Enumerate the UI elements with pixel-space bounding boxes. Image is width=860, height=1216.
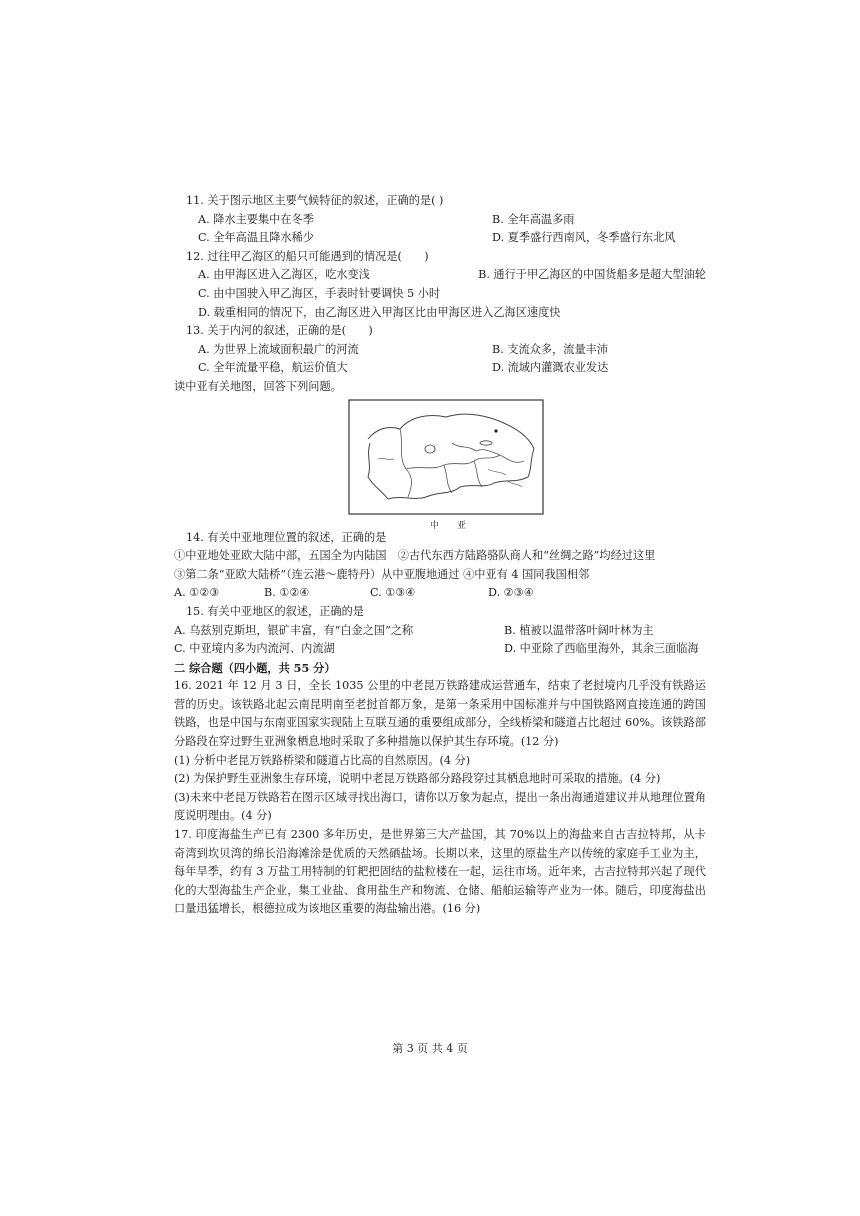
q11-option-a: A. 降水主要集中在冬季 <box>198 212 314 226</box>
q11-options-row2 <box>186 229 706 248</box>
q15-option-b: B. 植被以温带落叶阔叶林为主 <box>504 623 654 637</box>
q15-option-d: D. 中亚除了西临里海外，其余三面临海 <box>504 642 699 656</box>
q11-option-c: C. 全年高温且降水稀少 <box>198 231 314 245</box>
q12-options-row1 <box>186 266 706 285</box>
page-footer: 第 3 页 共 4 页 <box>392 1042 468 1055</box>
q11-options-row1 <box>186 211 706 230</box>
central-asia-map <box>186 397 706 529</box>
q13-option-a: A. 为世界上流域面积最广的河流 <box>198 342 359 356</box>
exam-content <box>174 192 706 919</box>
q16-part-1: (1) 分析中老昆万铁路桥梁和隧道占比高的自然原因。(4 分) <box>174 753 471 767</box>
q12-option-d: D. 载重相同的情况下，由乙海区进入甲海区比由甲海区进入乙海区速度快 <box>198 305 561 319</box>
q15-option-c: C. 中亚境内多为内流河、内流湖 <box>174 642 335 656</box>
q12-option-b: B. 通行于甲乙海区的中国货船多是超大型油轮 <box>478 268 706 282</box>
q14-option-c: C. ①③④ <box>370 586 416 600</box>
q11-option-b: B. 全年高温多雨 <box>492 212 575 226</box>
q11-stem: 11. 关于图示地区主要气候特征的叙述，正确的是( ) <box>186 194 444 207</box>
q14-option-d: D. ②③④ <box>488 586 534 600</box>
central-asia-map-drawing <box>348 399 544 529</box>
map-intro: 读中亚有关地图，回答下列问题。 <box>174 379 342 393</box>
q12-option-c: C. 由中国驶入甲乙海区，手表时针要调快 5 小时 <box>198 286 441 300</box>
q15-stem: 15. 有关中亚地区的叙述，正确的是 <box>186 604 364 618</box>
section-2-heading: 二 综合题（四小题，共 55 分） <box>174 660 336 675</box>
q12-stem: 12. 过往甲乙海区的船只可能遇到的情况是( ) <box>186 249 429 263</box>
q13-option-c: C. 全年流量平稳，航运价值大 <box>198 361 348 375</box>
q16-text: 16. 2021 年 12 月 3 日，全长 1035 公里的中老昆万铁路建成运营通车，结束了老挝境内几乎没有铁路运营的历史。该铁路北起云南昆明南至老挝首都万象，是第一条采用中国标准并与中国铁路网直接连通的跨国铁路，也是中国与东南亚国家实现陆上互联互通的重要组成部分，全线桥梁和隧道占比超过 60%。该铁路部分路段在穿过野生亚洲象栖息地时采取了多种措施以保护其生存环境。(12 分) <box>174 679 706 749</box>
q15-options-row2 <box>174 640 706 659</box>
q13-options-row2 <box>186 359 706 378</box>
q14-options <box>174 584 706 603</box>
map-caption: 中 亚 <box>430 520 467 531</box>
q16-part-2: (2) 为保护野生亚洲象生存环境，说明中老昆万铁路部分路段穿过其栖息地时可采取的措施。(4 分) <box>174 772 661 786</box>
q15-options-row1 <box>174 622 706 641</box>
q16-part-3: (3)未来中老昆万铁路若在图示区域寻找出海口，请你以万象为起点，提出一条出海通道建议并从地理位置角度说明理由。(4 分) <box>174 790 706 823</box>
q17-text: 17. 印度海盐生产已有 2300 多年历史，是世界第三大产盐国，其 70%以上的海盐来自古吉拉特邦，从卡奇湾到坎贝湾的绵长沿海滩涂是优质的天然硒盐场。长期以来，这里的原盐生产以传统的家庭手工业为主，每年旱季，约有 3 万盐工用特制的钉耙把固结的盐粒楼在一起，运往市场。近年来，古吉拉特邦兴起了现代化的大型海盐生产企业，集工业盐、食用盐生产和物流、仓储、船舶运输等产业为一体。随后，印度海盐出口量迅猛增长，根德拉成为该地区重要的海盐输出港。(16 分) <box>174 828 706 916</box>
q12-option-a: A. 由甲海区进入乙海区，吃水变浅 <box>198 268 370 282</box>
q13-option-b: B. 支流众多，流量丰沛 <box>492 342 609 356</box>
q14-stem: 14. 有关中亚地理位置的叙述，正确的是 <box>186 530 387 544</box>
q11-option-d: D. 夏季盛行西南风，冬季盛行东北风 <box>492 231 676 245</box>
q14-statement-1: ①中亚地处亚欧大陆中部，五国全为内陆国 ②古代东西方陆路骆队商人和“丝绸之路”均经过这里 <box>174 549 656 563</box>
q13-option-d: D. 流域内灌溉农业发达 <box>492 361 609 375</box>
q14-option-a: A. ①②③ <box>174 586 220 600</box>
q15-option-a: A. 乌兹别克斯坦，银矿丰富，有“白金之国”之称 <box>174 623 414 637</box>
q14-statement-2: ③第二条“亚欧大陆桥”（连云港～鹿特丹）从中亚腹地通过 ④中亚有 4 国同我国相邻 <box>174 567 590 581</box>
q13-stem: 13. 关于内河的叙述，正确的是( ) <box>186 324 373 338</box>
q13-options-row1 <box>186 341 706 360</box>
q14-option-b: B. ①②④ <box>264 586 310 600</box>
